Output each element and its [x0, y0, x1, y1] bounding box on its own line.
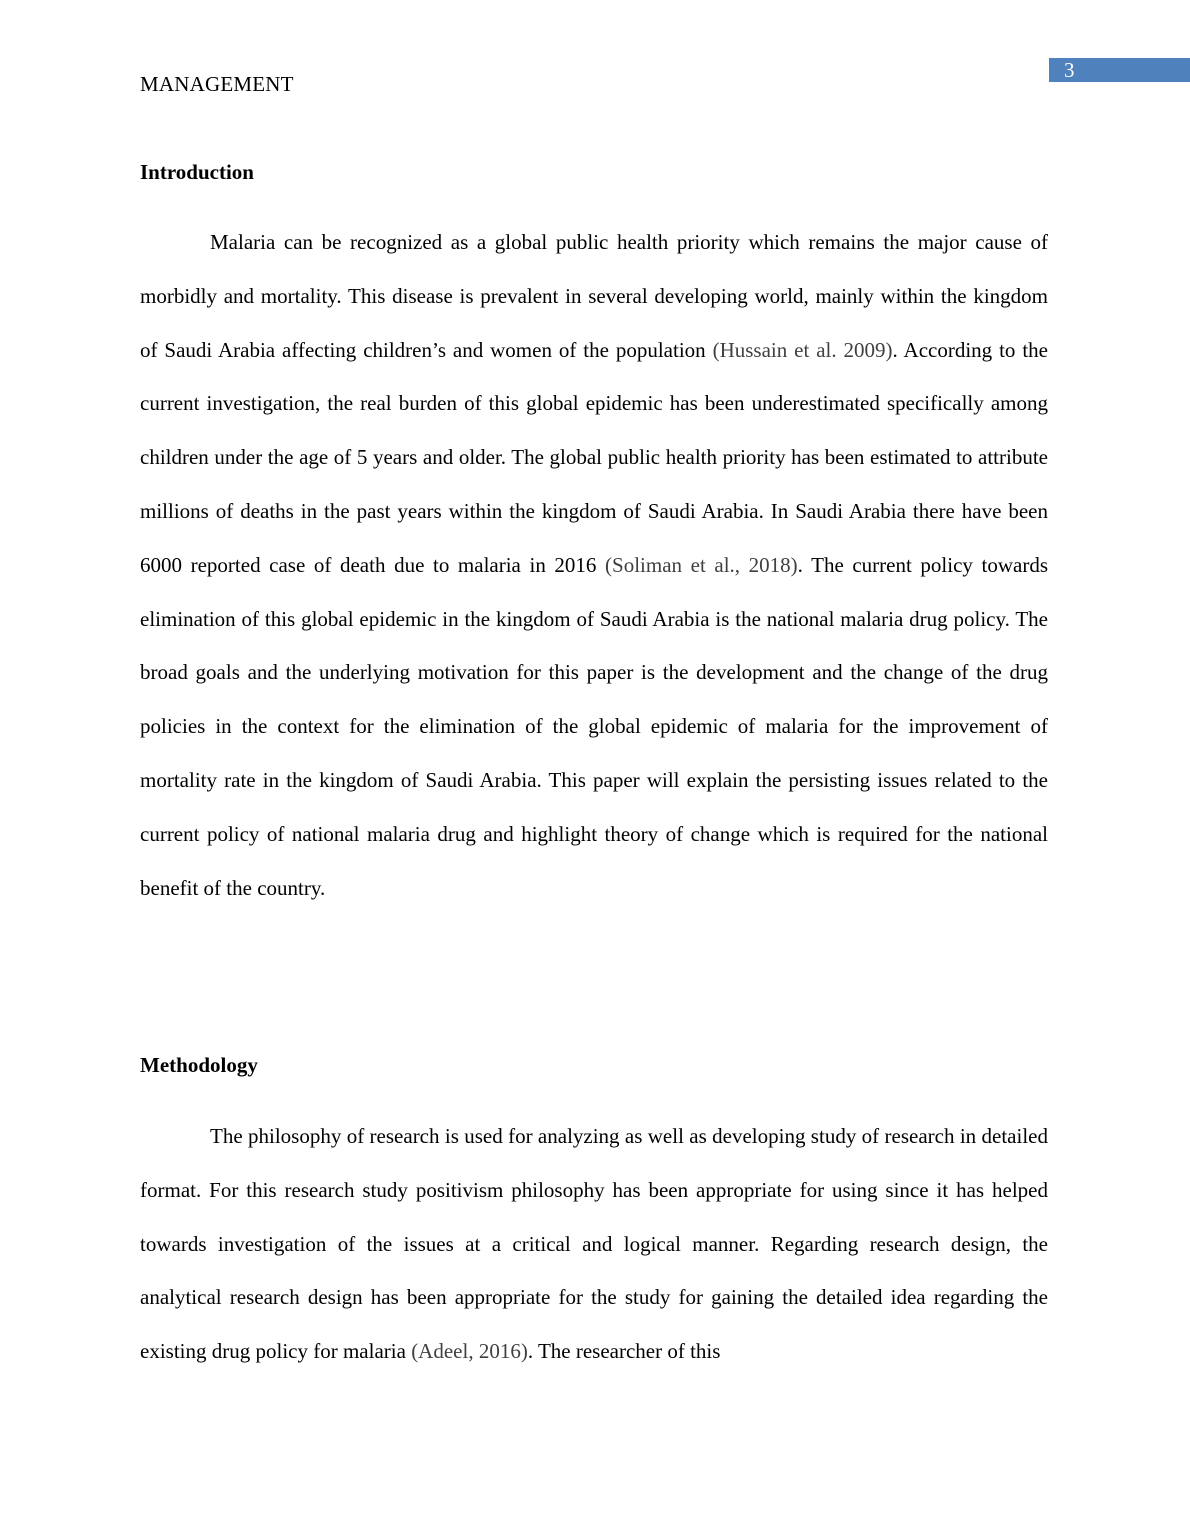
- citation: (Hussain et al. 2009): [712, 337, 893, 362]
- introduction-paragraph: [140, 216, 1048, 915]
- paragraph-text: . The current policy towards elimination of this global epidemic in the kingdom of Saudi Arabia is the national malaria drug policy. The broad goals and the underlying motivation for this paper is the development and the change of the drug policies in the context for the elimination of the global epidemic of malaria for the improvement of mortality rate in the kingdom of Saudi Arabia. This paper will explain the persisting issues related to the current policy of national malaria drug and highlight theory of change which is required for the national benefit of the country.: [140, 552, 1048, 900]
- running-head: MANAGEMENT: [140, 72, 294, 96]
- methodology-paragraph: [140, 1110, 1048, 1379]
- page-number: 3: [1064, 58, 1075, 82]
- citation: (Soliman et al., 2018): [605, 552, 798, 577]
- citation: (Adeel, 2016): [411, 1339, 528, 1364]
- paragraph-text: . The researcher of this: [527, 1339, 721, 1364]
- section-heading-introduction: Introduction: [140, 160, 254, 184]
- paragraph-text: Malaria can be recognized as a global public health priority which remains the major cause of morbidly and mortality. This disease is prevalent in several developing world, mainly within the kingdom of Saudi Arabia affecting children’s and women of the population: [140, 230, 1048, 362]
- paragraph-text: . According to the current investigation, the real burden of this global epidemic has been underestimated specifically among children under the age of 5 years and older. The global public health priority has been estimated to attribute millions of deaths in the past years within the kingdom of Saudi Arabia. In Saudi Arabia there have been 6000 reported case of death due to malaria in 2016: [140, 337, 1048, 577]
- paragraph-text: The philosophy of research is used for analyzing as well as developing study of research in detailed format. For this research study positivism philosophy has been appropriate for using since it has helped towards investigation of the issues at a critical and logical manner. Regarding research design, the analytical research design has been appropriate for the study for gaining the detailed idea regarding the existing drug policy for malaria: [140, 1124, 1048, 1364]
- section-heading-methodology: Methodology: [140, 1053, 258, 1077]
